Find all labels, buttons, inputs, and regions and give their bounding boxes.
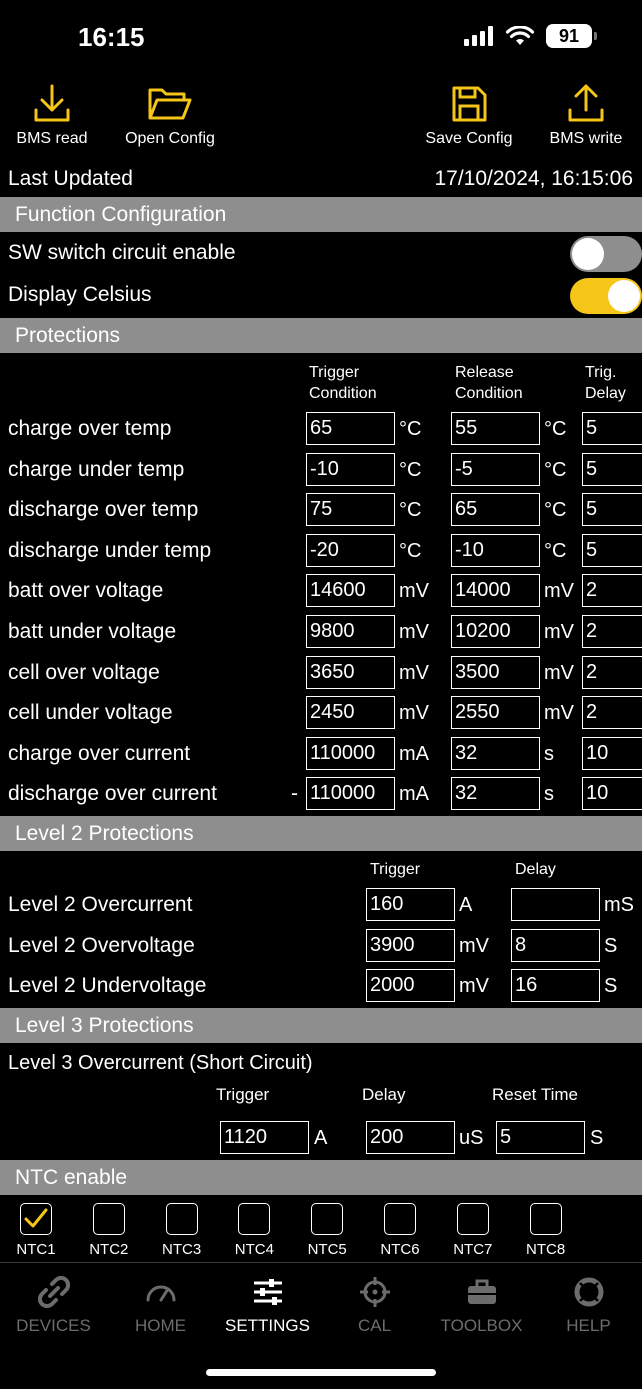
trigger-unit: °C [399, 499, 422, 522]
trigger-input[interactable]: 110000 [306, 777, 395, 810]
level3-reset-unit: S [590, 1127, 604, 1149]
ntc-checkbox[interactable] [93, 1203, 125, 1235]
trigger-input[interactable]: 65 [306, 412, 395, 445]
lifebuoy-icon [573, 1276, 605, 1308]
crosshair-icon [359, 1276, 391, 1308]
release-input[interactable]: 10200 [451, 615, 540, 648]
ntc-checkbox[interactable] [166, 1203, 198, 1235]
home-indicator [206, 1369, 436, 1376]
ntc-label: NTC8 [526, 1241, 566, 1258]
trigger-input[interactable]: -10 [306, 453, 395, 486]
trigger-input[interactable]: 9800 [306, 615, 395, 648]
protection-label: discharge over temp [8, 498, 199, 522]
tab-label: SETTINGS [224, 1316, 310, 1335]
tab-cal[interactable] [321, 1276, 428, 1336]
ntc-label: NTC6 [380, 1241, 420, 1258]
trigger-input[interactable]: 2450 [306, 696, 395, 729]
level2-trigger-unit: A [459, 894, 473, 916]
release-unit: °C [544, 499, 567, 522]
release-unit: °C [544, 418, 567, 440]
level3-trigger-header: Trigger [216, 1085, 270, 1104]
delay-input[interactable]: 5 [582, 534, 642, 567]
status-time: 16:15 [78, 22, 145, 52]
level3-header: Level 3 Protections [0, 1008, 642, 1043]
ntc-label: NTC7 [453, 1241, 493, 1258]
save-icon [447, 82, 491, 126]
trigger-condition-header: Trigger Condition [309, 364, 377, 402]
trigger-unit: mV [399, 621, 429, 643]
trigger-unit: °C [399, 458, 422, 481]
ntc-label: NTC4 [234, 1241, 274, 1258]
display-celsius-toggle[interactable] [570, 278, 642, 314]
release-unit: mV [544, 661, 574, 684]
trigger-input[interactable]: 75 [306, 493, 395, 526]
bms-write-label: BMS write [549, 130, 623, 147]
level2-trigger-header: Trigger [370, 861, 421, 878]
level3-delay-unit: uS [459, 1127, 484, 1149]
tab-devices[interactable] [0, 1276, 107, 1336]
wifi-icon [506, 26, 534, 46]
release-unit: mV [544, 702, 574, 725]
release-input[interactable]: 65 [451, 493, 540, 526]
release-input[interactable]: 32 [451, 737, 540, 770]
ntc-label: NTC2 [89, 1241, 129, 1258]
last-updated-label: Last Updated [8, 167, 133, 190]
level2-label: Level 2 Undervoltage [8, 974, 207, 998]
protection-label: batt over voltage [8, 579, 164, 603]
battery-indicator: 91 [546, 24, 592, 48]
release-unit: mV [544, 621, 574, 643]
tab-label: CAL [357, 1316, 392, 1335]
delay-input[interactable]: 2 [582, 574, 642, 607]
bms-read-button[interactable] [0, 82, 112, 148]
tab-settings[interactable] [214, 1276, 321, 1336]
tabbar-divider [0, 1262, 642, 1263]
delay-input[interactable]: 2 [582, 656, 642, 689]
level3-trigger-input[interactable]: 1120 [220, 1121, 309, 1154]
level2-delay-input[interactable]: 16 [511, 969, 600, 1002]
status-icons [464, 24, 592, 48]
level2-trigger-unit: mV [459, 934, 489, 957]
tab-label: HOME [135, 1316, 186, 1335]
level2-delay-unit: mS [604, 894, 634, 916]
trigger-unit: mA [399, 742, 429, 765]
folder-open-icon [146, 82, 194, 126]
trig-delay-header: Trig. Delay [585, 364, 626, 402]
release-input[interactable]: 3500 [451, 656, 540, 689]
delay-input[interactable]: 2 [582, 696, 642, 729]
toggle-knob [608, 280, 640, 312]
tab-toolbox[interactable] [428, 1276, 535, 1336]
tab-home[interactable] [107, 1276, 214, 1336]
download-icon [30, 82, 74, 126]
ntc-label: NTC5 [307, 1241, 347, 1258]
display-celsius-label: Display Celsius [8, 283, 152, 306]
trigger-unit: mA [399, 783, 429, 806]
trigger-unit: mV [399, 661, 429, 684]
level3-delay-input[interactable]: 200 [366, 1121, 455, 1154]
release-input[interactable]: 32 [451, 777, 540, 810]
delay-input[interactable]: 2 [582, 615, 642, 648]
release-unit: mV [544, 580, 574, 603]
trigger-unit: mV [399, 702, 429, 725]
open-config-button[interactable] [110, 82, 230, 148]
trigger-input[interactable]: 110000 [306, 737, 395, 770]
ntc-label: NTC1 [16, 1241, 56, 1258]
sw-switch-label: SW switch circuit enable [8, 241, 236, 264]
trigger-input[interactable]: -20 [306, 534, 395, 567]
level2-delay-input[interactable] [511, 888, 600, 921]
release-condition-header: Release Condition [455, 364, 523, 402]
protection-label: charge over current [8, 741, 191, 765]
ntc-checkbox[interactable] [457, 1203, 489, 1235]
protection-label: charge under temp [8, 457, 185, 481]
open-config-label: Open Config [125, 130, 215, 147]
protection-label: charge over temp [8, 417, 172, 440]
trigger-unit: °C [399, 539, 422, 562]
level2-trigger-input[interactable]: 3900 [366, 929, 455, 962]
sliders-icon [252, 1276, 284, 1308]
protection-label: cell under voltage [8, 701, 173, 725]
protection-sign: - [291, 782, 298, 806]
level3-reset-input[interactable]: 5 [496, 1121, 585, 1154]
level2-label: Level 2 Overvoltage [8, 933, 195, 957]
gauge-icon [145, 1276, 177, 1308]
release-input[interactable]: 14000 [451, 574, 540, 607]
ntc-checkbox[interactable] [311, 1203, 343, 1235]
upload-icon [564, 82, 608, 126]
level2-delay-unit: S [604, 975, 618, 998]
release-input[interactable]: 2550 [451, 696, 540, 729]
sw-switch-toggle[interactable] [570, 236, 642, 272]
check-icon [21, 1204, 51, 1234]
tab-label: TOOLBOX [440, 1316, 523, 1335]
cellular-signal-icon [464, 26, 494, 46]
level3-reset-header: Reset Time [492, 1085, 578, 1104]
level2-delay-header: Delay [515, 861, 556, 878]
bms-write-button[interactable] [526, 82, 642, 148]
ntc-checkbox[interactable] [530, 1203, 562, 1235]
toggle-knob [572, 238, 604, 270]
level3-subtitle: Level 3 Overcurrent (Short Circuit) [8, 1052, 313, 1074]
save-config-label: Save Config [425, 130, 513, 147]
level3-trigger-unit: A [314, 1127, 328, 1149]
protection-label: discharge over current [8, 782, 217, 806]
delay-input[interactable]: 10 [582, 737, 642, 770]
release-unit: s [544, 783, 554, 806]
level2-label: Level 2 Overcurrent [8, 893, 193, 916]
level2-trigger-unit: mV [459, 975, 489, 998]
function-config-header: Function Configuration [0, 197, 642, 232]
toolbox-icon [466, 1276, 498, 1308]
trigger-input[interactable]: 3650 [306, 656, 395, 689]
release-input[interactable]: -10 [451, 534, 540, 567]
delay-input[interactable]: 10 [582, 777, 642, 810]
protection-label: cell over voltage [8, 660, 160, 684]
ntc-checkbox[interactable] [384, 1203, 416, 1235]
level2-delay-unit: S [604, 934, 618, 957]
tab-label: DEVICES [16, 1316, 91, 1335]
tab-help[interactable] [535, 1276, 642, 1336]
release-unit: °C [544, 458, 567, 481]
protections-header: Protections [0, 318, 642, 353]
ntc-checkbox[interactable] [238, 1203, 270, 1235]
delay-input[interactable]: 5 [582, 493, 642, 526]
level2-delay-input[interactable]: 8 [511, 929, 600, 962]
save-config-button[interactable] [409, 82, 529, 148]
ntc-label: NTC3 [162, 1241, 202, 1258]
level2-trigger-input[interactable]: 160 [366, 888, 455, 921]
level3-delay-header: Delay [362, 1085, 406, 1104]
release-unit: °C [544, 539, 567, 562]
release-input[interactable]: -5 [451, 453, 540, 486]
protection-label: discharge under temp [8, 538, 212, 562]
level2-trigger-input[interactable]: 2000 [366, 969, 455, 1002]
link-icon [38, 1276, 70, 1308]
release-unit: s [544, 742, 554, 765]
trigger-input[interactable]: 14600 [306, 574, 395, 607]
level2-header: Level 2 Protections [0, 816, 642, 851]
ntc-checkbox[interactable] [20, 1203, 52, 1235]
trigger-unit: °C [399, 418, 422, 440]
tab-label: HELP [566, 1316, 611, 1335]
trigger-unit: mV [399, 580, 429, 603]
release-input[interactable]: 55 [451, 412, 540, 445]
protection-label: batt under voltage [8, 620, 177, 643]
bms-read-label: BMS read [16, 130, 88, 147]
delay-input[interactable]: 5 [582, 453, 642, 486]
delay-input[interactable]: 5 [582, 412, 642, 445]
ntc-header: NTC enable [0, 1160, 642, 1195]
last-updated-value: 17/10/2024, 16:15:06 [434, 167, 633, 190]
